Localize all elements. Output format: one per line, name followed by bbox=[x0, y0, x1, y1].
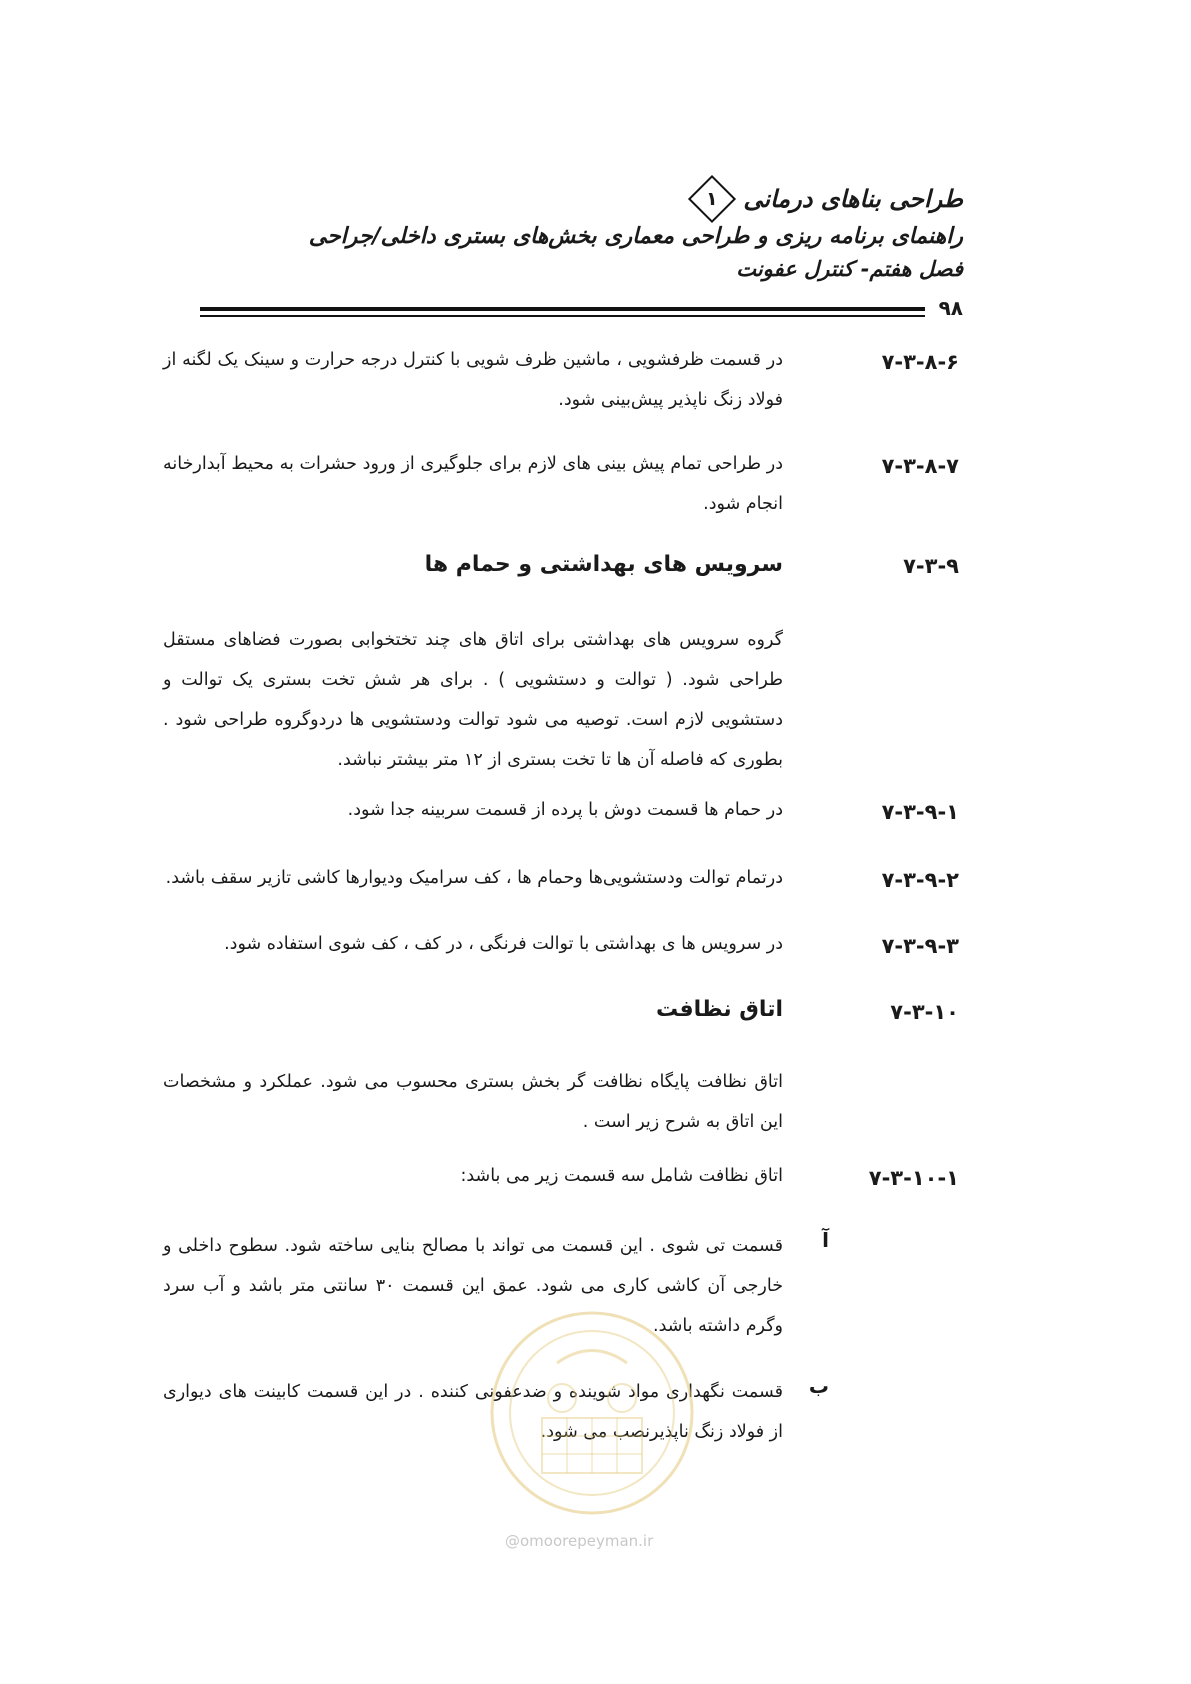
section-number: ۷-۳-۸-۶ bbox=[881, 350, 959, 374]
book-title-row bbox=[363, 178, 963, 220]
section-text: درتمام توالت ودستشویی‌ها وحمام ها ، کف سرامیک ودیوارها کاشی تازیر سقف باشد. bbox=[165, 868, 783, 888]
chapter-title: فصل هفتم- کنترل عفونت bbox=[736, 257, 963, 281]
section-number: ۷-۳-۹ bbox=[903, 554, 959, 578]
section-text: در قسمت ظرفشویی ، ماشین ظرف شویی با کنترل درجه حرارت و سینک یک لگنه از فولاد زنگ ناپذیر پیش‌بینی شود. bbox=[163, 350, 783, 410]
section-number: ۷-۳-۹-۱ bbox=[881, 800, 959, 824]
book-subtitle: راهنمای برنامه ریزی و طراحی معماری بخش‌های بستری داخلی/جراحی bbox=[308, 224, 963, 249]
section-text: اتاق نظافت شامل سه قسمت زیر می باشد: bbox=[460, 1166, 783, 1186]
section-text: در حمام ها قسمت دوش با پرده از قسمت سربینه جدا شود. bbox=[347, 800, 783, 820]
section-title: اتاق نظافت bbox=[655, 997, 783, 1022]
item-letter: ب bbox=[808, 1374, 829, 1398]
section-text: در سرویس ها ی بهداشتی با توالت فرنگی ، در کف ، کف شوی استفاده شود. bbox=[224, 934, 783, 954]
section-number: ۷-۳-۱۰-۱ bbox=[868, 1166, 959, 1190]
header-rule-thick bbox=[200, 307, 925, 311]
section-text: در طراحی تمام پیش بینی های لازم برای جلوگیری از ورود حشرات به محیط آبدارخانه انجام شود. bbox=[163, 454, 783, 514]
volume-number: ۱ bbox=[706, 188, 719, 211]
section-title: سرویس های بهداشتی و حمام ها bbox=[424, 552, 783, 577]
volume-diamond-icon bbox=[688, 175, 736, 223]
item-text: قسمت تی شوی . این قسمت می تواند با مصالح بنایی ساخته شود. سطوح داخلی و خارجی آن کاشی کاری می شود. عمق این قسمت ۳۰ سانتی متر باشد و آب سرد وگرم داشته باشد. bbox=[163, 1236, 784, 1336]
section-number: ۷-۳-۹-۳ bbox=[881, 934, 959, 958]
item-letter: آ bbox=[822, 1228, 829, 1252]
section-paragraph: اتاق نظافت پایگاه نظافت گر بخش بستری محسوب می شود. عملکرد و مشخصات این اتاق به شرح زیر است . bbox=[163, 1072, 783, 1132]
section-number: ۷-۳-۹-۲ bbox=[881, 868, 959, 892]
watermark-seal-icon bbox=[487, 1308, 697, 1518]
item-text: قسمت نگهداری مواد شوینده و ضدعفونی کننده . در این قسمت کابینت های دیواری از فولاد زنگ ناپذیرنصب می شود. bbox=[163, 1382, 783, 1442]
section-number: ۷-۳-۸-۷ bbox=[881, 454, 959, 478]
page-number: ۹۸ bbox=[938, 296, 963, 320]
page-header bbox=[308, 178, 963, 281]
section-number: ۷-۳-۱۰ bbox=[890, 1000, 959, 1024]
watermark-text: @omoorepeyman.ir bbox=[505, 1532, 654, 1550]
header-rule-thin bbox=[200, 315, 925, 317]
section-paragraph: گروه سرویس های بهداشتی برای اتاق های چند تختخوابی بصورت فضاهای مستقل طراحی شود. ( توالت و دستشویی ) . برای هر شش تخت بستری یک توالت و دستشویی لازم است. توصیه می شود توالت ودستشویی ها دردوگروه طراحی شود . بطوری که فاصله آن ها تا تخت بستری از ۱۲ متر بیشتر نباشد. bbox=[163, 630, 783, 770]
book-title: طراحی بناهای درمانی bbox=[743, 185, 963, 213]
